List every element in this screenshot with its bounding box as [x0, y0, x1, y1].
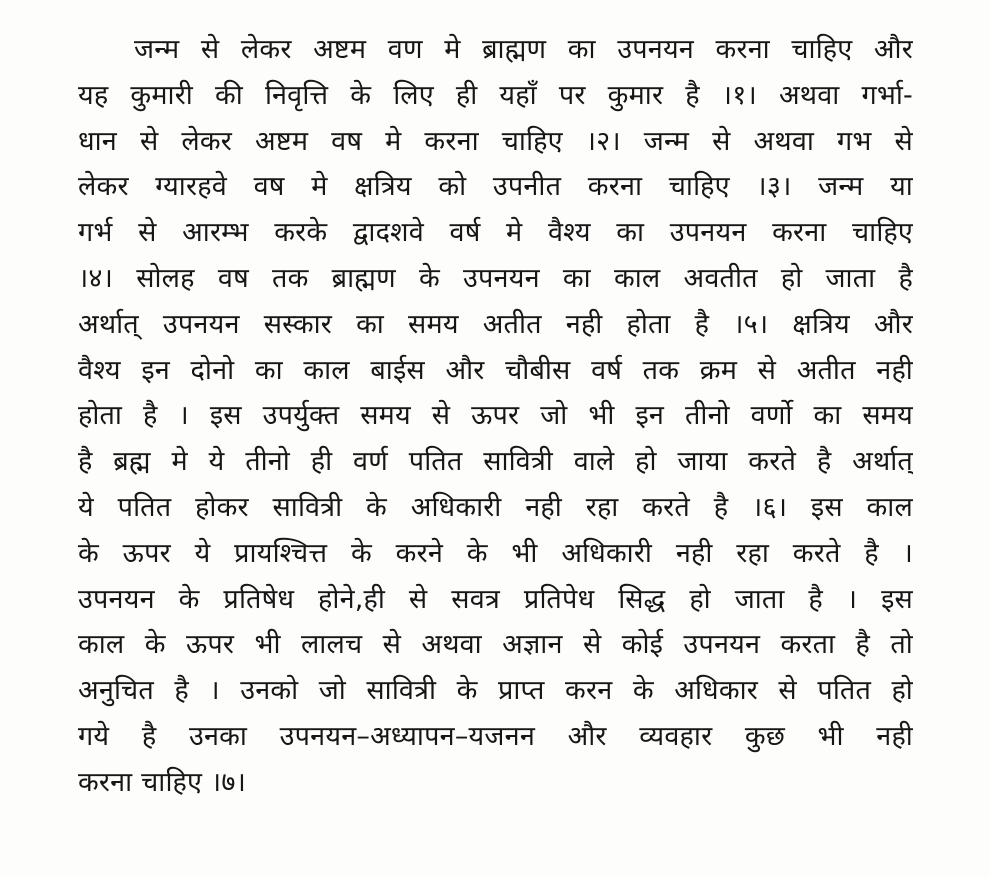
text-line-2: यह कुमारी की निवृत्ति के लिए ही यहाँ पर कुमार है ।१। अथवा गर्भा- [78, 79, 913, 111]
text-line-8: वैश्य इन दोनो का काल बाईस और चौबीस वर्ष तक क्रम से अतीत नही [78, 354, 913, 386]
text-line-1: जन्म से लेकर अष्टम वण मे ब्राह्मण का उपनयन करना चाहिए और [134, 34, 913, 65]
text-line-5: गर्भ से आरम्भ करके द्वादशवे वर्ष मे वैश्य का उपनयन करना चाहिए [78, 217, 913, 249]
text-line-11: ये पतित होकर सावित्री के अधिकारी नही रहा करते है ।६। इस काल [78, 491, 913, 523]
text-line-4: लेकर ग्यारहवे वष मे क्षत्रिय को उपनीत करना चाहिए ।३। जन्म या [78, 171, 913, 203]
text-line-16: गये है उनका उपनयन–अध्यापन–यजनन और व्यवहार कुछ भी नही [78, 720, 913, 752]
text-line-17: करना चाहिए ।७। [78, 766, 247, 798]
text-line-10: है ब्रह्म मे ये तीनो ही वर्ण पतित सावित्री वाले हो जाया करते है अर्थात् [78, 446, 913, 478]
text-line-7: अर्थात् उपनयन सस्कार का समय अतीत नही होता है ।५। क्षत्रिय और [78, 308, 913, 340]
text-line-6: ।४। सोलह वष तक ब्राह्मण के उपनयन का काल अवतीत हो जाता है [78, 262, 913, 294]
text-line-12: के ऊपर ये प्रायश्चित्त के करने के भी अधिकारी नही रहा करते है । [78, 537, 913, 569]
text-line-15: अनुचित है । उनको जो सावित्री के प्राप्त करन के अधिकार से पतित हो [78, 675, 913, 707]
text-line-14: काल के ऊपर भी लालच से अथवा अज्ञान से कोई उपनयन करता है तो [78, 629, 913, 661]
text-line-9: होता है । इस उपर्युक्त समय से ऊपर जो भी इन तीनो वर्णो का समय [78, 400, 913, 432]
text-line-3: धान से लेकर अष्टम वष मे करना चाहिए ।२। जन्म से अथवा गभ से [78, 125, 913, 157]
text-line-13: उपनयन के प्रतिषेध होने,ही से सवत्र प्रतिपेध सिद्ध हो जाता है । इस [78, 583, 913, 615]
hindi-paragraph [78, 27, 913, 806]
